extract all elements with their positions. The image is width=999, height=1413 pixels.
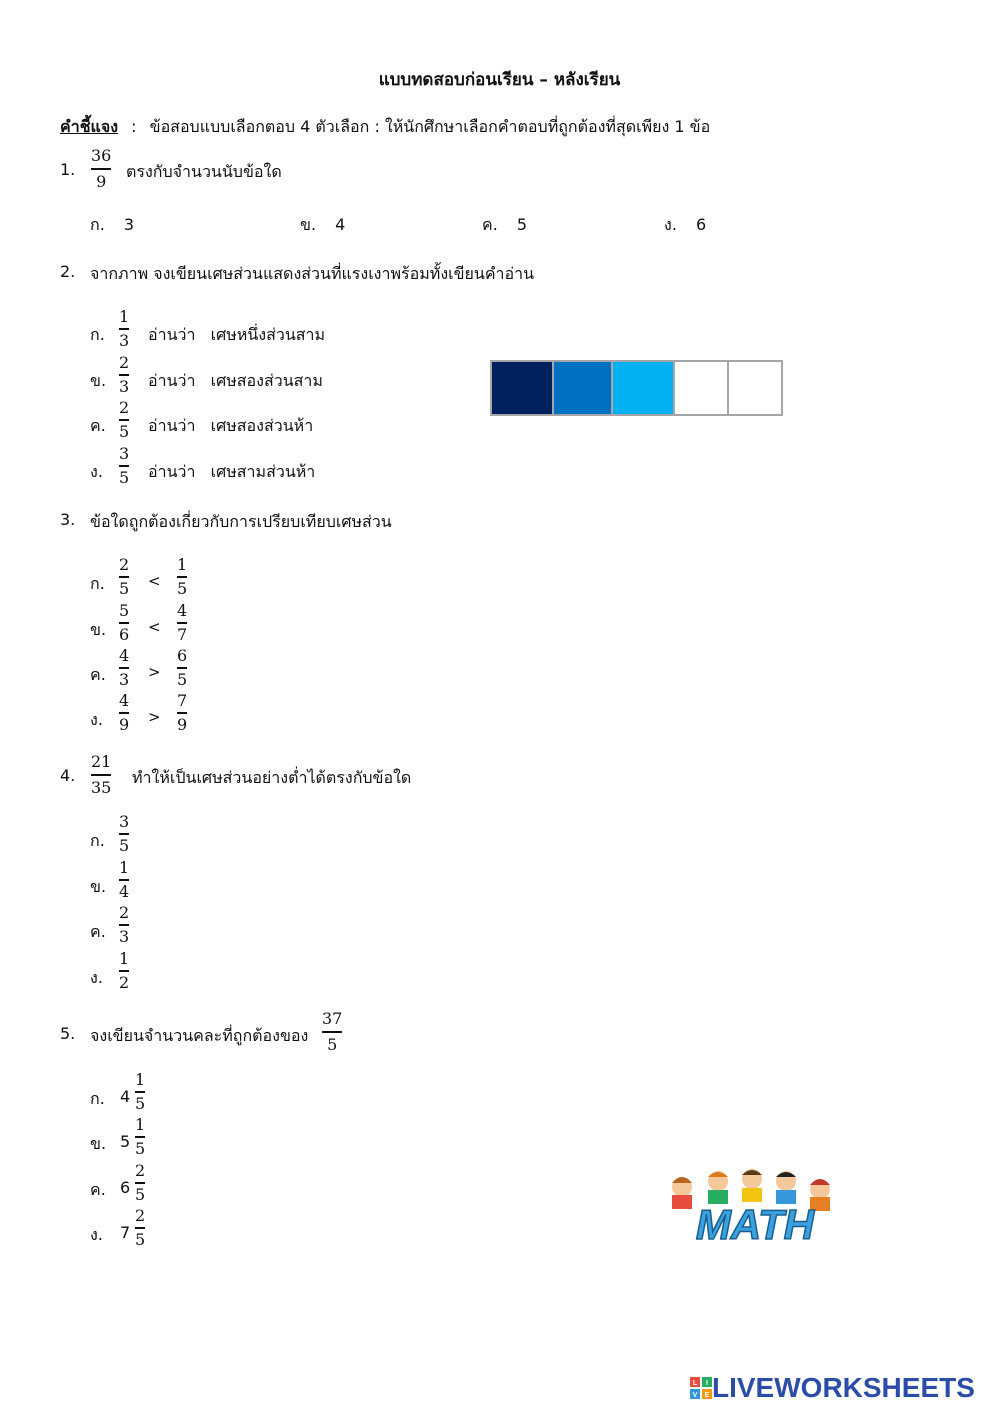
fraction-bar [119,419,129,421]
fraction-bar [119,328,129,330]
numerator: 1 [177,555,188,574]
instructions-label: คำชี้แจง [60,117,119,136]
question-2-number: 2. [60,262,76,281]
question-5-fraction [322,1009,342,1055]
fraction-bar [135,1136,145,1138]
denominator: 5 [177,579,188,598]
instructions-text: ข้อสอบแบบเลือกตอบ 4 ตัวเลือก : ให้นักศึกษาเลือกคำตอบที่ถูกต้องที่สุดเพียง 1 ข้อ [149,117,711,136]
fraction-bar [135,1091,145,1093]
page-title: แบบทดสอบก่อนเรียน – หลังเรียน [378,70,621,90]
fraction-bar [119,879,129,881]
reading: เศษสองส่วนสาม [210,371,323,390]
q3-option-b-right-fraction [177,602,187,644]
denominator: 2 [119,973,130,992]
strip-cell-3 [611,360,675,416]
question-2-text: จากภาพ จงเขียนเศษส่วนแสดงส่วนที่แรงเงาพร้อมทั้งเขียนคำอ่าน [90,264,535,283]
read-label: อ่านว่า [148,462,196,481]
q3-option-d-left-fraction [119,692,129,734]
q5-option-d-fraction [135,1207,145,1249]
fraction-bar [135,1182,145,1184]
denominator: 5 [135,1185,146,1204]
reading: เศษสองส่วนห้า [210,416,314,435]
q2-option-b-reading [148,369,323,394]
question-4-text: ทำให้เป็นเศษส่วนอย่างต่ำได้ตรงกับข้อใด [132,768,412,787]
question-5-number: 5. [60,1024,76,1043]
denominator: 5 [119,422,130,441]
numerator: 1 [119,307,130,326]
denominator: 5 [177,670,188,689]
option-value: 4 [335,215,346,234]
q4-option-a-fraction [119,813,129,855]
question-1-fraction [91,146,111,192]
numerator: 3 [119,444,130,463]
math-kids-illustration [660,1165,850,1250]
question-1-text: ตรงกับจำนวนนับข้อใด [126,162,282,181]
q5-option-c-whole: 6 [120,1178,131,1197]
reading: เศษหนึ่งส่วนสาม [210,325,326,344]
q3-option-a-left-fraction [119,556,129,598]
denominator: 5 [119,579,130,598]
fraction-bar [177,667,187,669]
fraction-bar [119,970,129,972]
numerator: 2 [119,555,130,574]
q3-option-d-letter[interactable]: ง. [90,710,103,729]
option-letter: ค. [482,215,498,234]
option-letter: ข. [300,215,317,234]
denominator: 3 [119,377,130,396]
denominator: 5 [135,1230,146,1249]
q5-option-a-letter[interactable]: ก. [90,1089,105,1108]
denominator: 9 [96,172,107,191]
denominator: 3 [119,331,130,350]
denominator: 3 [119,670,130,689]
q2-option-c-fraction [119,399,129,441]
fraction-bar [119,576,129,578]
fraction-bar [119,374,129,376]
fraction-bar [91,774,111,776]
numerator: 21 [91,752,112,771]
numerator: 7 [177,691,188,710]
numerator: 2 [119,353,130,372]
option-letter: ง. [664,215,677,234]
q2-option-d-fraction [119,445,129,487]
option-value: 5 [516,215,528,234]
q4-option-b-letter[interactable]: ข. [90,877,107,896]
fraction-bar [177,622,187,624]
strip-cell-5 [727,360,783,416]
denominator: 9 [119,715,130,734]
denominator: 9 [177,715,188,734]
q2-option-a-fraction [119,308,129,350]
q3-option-c-right-fraction [177,647,187,689]
q1-option-d[interactable] [664,213,706,238]
option-letter: ก. [90,215,105,234]
numerator: 36 [91,146,112,165]
fraction-bar [119,667,129,669]
q3-option-c-left-fraction [119,647,129,689]
badge-letter: E [704,1392,710,1399]
strip-cell-4 [673,360,729,416]
instructions-colon: : [131,117,137,136]
q2-option-b-fraction [119,354,129,396]
fraction-bar [119,833,129,835]
comparison-symbol: > [148,663,161,681]
q5-option-c-letter[interactable]: ค. [90,1180,106,1199]
question-3-number: 3. [60,510,76,529]
denominator: 5 [119,836,130,855]
q2-option-b-letter[interactable]: ข. [90,371,107,390]
brand-name: LIVEWORKSHEETS [712,1372,975,1403]
denominator: 5 [135,1139,146,1158]
q5-option-d-whole: 7 [120,1223,131,1242]
fraction-bar [119,924,129,926]
q5-option-a-fraction [135,1071,145,1113]
q2-option-a-reading [148,323,325,348]
fraction-strip-figure [490,360,783,416]
q2-option-c-reading [148,414,313,439]
numerator: 4 [119,646,130,665]
q4-option-c-letter[interactable]: ค. [90,922,106,941]
denominator: 7 [177,625,188,644]
numerator: 2 [119,903,130,922]
fraction-bar [322,1031,342,1033]
q4-option-b-fraction [119,859,129,901]
q4-option-d-fraction [119,950,129,992]
fraction-bar [119,712,129,714]
numerator: 6 [177,646,188,665]
numerator: 2 [135,1206,146,1225]
q5-option-a-whole: 4 [120,1087,131,1106]
q2-option-d-reading [148,460,315,485]
live-badge-icon [690,1377,712,1399]
math-logo-text: MATH [695,1201,815,1248]
question-1-number: 1. [60,160,76,179]
comparison-symbol: < [148,618,161,636]
q5-option-b-fraction [135,1116,145,1158]
numerator: 3 [119,812,130,831]
q4-option-c-fraction [119,904,129,946]
option-value: 6 [696,215,707,234]
q3-option-a-right-fraction [177,556,187,598]
numerator: 2 [135,1161,146,1180]
strip-cell-1 [490,360,554,416]
q3-option-b-letter[interactable]: ข. [90,620,107,639]
badge-letter: I [706,1380,708,1387]
numerator: 4 [119,691,130,710]
numerator: 1 [119,858,130,877]
q5-option-b-whole: 5 [120,1132,131,1151]
numerator: 1 [119,949,130,968]
numerator: 37 [322,1009,343,1028]
instructions [60,115,710,140]
read-label: อ่านว่า [148,325,196,344]
denominator: 5 [119,468,130,487]
denominator: 5 [135,1094,146,1113]
denominator: 4 [119,882,130,901]
q2-option-d-letter[interactable]: ง. [90,462,103,481]
question-4-fraction [91,752,111,798]
denominator: 3 [119,927,130,946]
q1-option-a[interactable] [90,213,134,238]
q3-option-d-right-fraction [177,692,187,734]
numerator: 2 [119,398,130,417]
badge-letter: L [692,1380,698,1387]
q5-option-b-letter[interactable]: ข. [90,1134,107,1153]
fraction-bar [177,712,187,714]
q4-option-a-letter[interactable]: ก. [90,831,105,850]
comparison-symbol: > [148,708,161,726]
question-5-text: จงเขียนจำนวนคละที่ถูกต้องของ [90,1026,309,1045]
q5-option-d-letter[interactable]: ง. [90,1225,103,1244]
fraction-bar [135,1227,145,1229]
comparison-symbol: < [148,572,161,590]
badge-letter: V [692,1392,698,1399]
reading: เศษสามส่วนห้า [210,462,316,481]
liveworksheets-logo[interactable] [690,1372,975,1404]
question-4-number: 4. [60,766,76,785]
numerator: 4 [177,601,188,620]
q1-option-c[interactable] [482,213,527,238]
fraction-bar [177,576,187,578]
numerator: 1 [135,1115,146,1134]
question-3-text: ข้อใดถูกต้องเกี่ยวกับการเปรียบเทียบเศษส่วน [90,512,392,531]
q1-option-b[interactable] [300,213,345,238]
q3-option-c-letter[interactable]: ค. [90,665,106,684]
option-value: 3 [123,215,135,234]
denominator: 6 [119,625,130,644]
read-label: อ่านว่า [148,416,196,435]
q3-option-b-left-fraction [119,602,129,644]
denominator: 5 [327,1035,338,1054]
numerator: 5 [119,601,130,620]
q2-option-a-letter[interactable]: ก. [90,325,105,344]
fraction-bar [91,168,111,170]
read-label: อ่านว่า [148,371,196,390]
fraction-bar [119,465,129,467]
q2-option-c-letter[interactable]: ค. [90,416,106,435]
numerator: 1 [135,1070,146,1089]
denominator: 35 [91,778,112,797]
q3-option-a-letter[interactable]: ก. [90,574,105,593]
fraction-bar [119,622,129,624]
strip-cell-2 [552,360,613,416]
q5-option-c-fraction [135,1162,145,1204]
q4-option-d-letter[interactable]: ง. [90,968,103,987]
